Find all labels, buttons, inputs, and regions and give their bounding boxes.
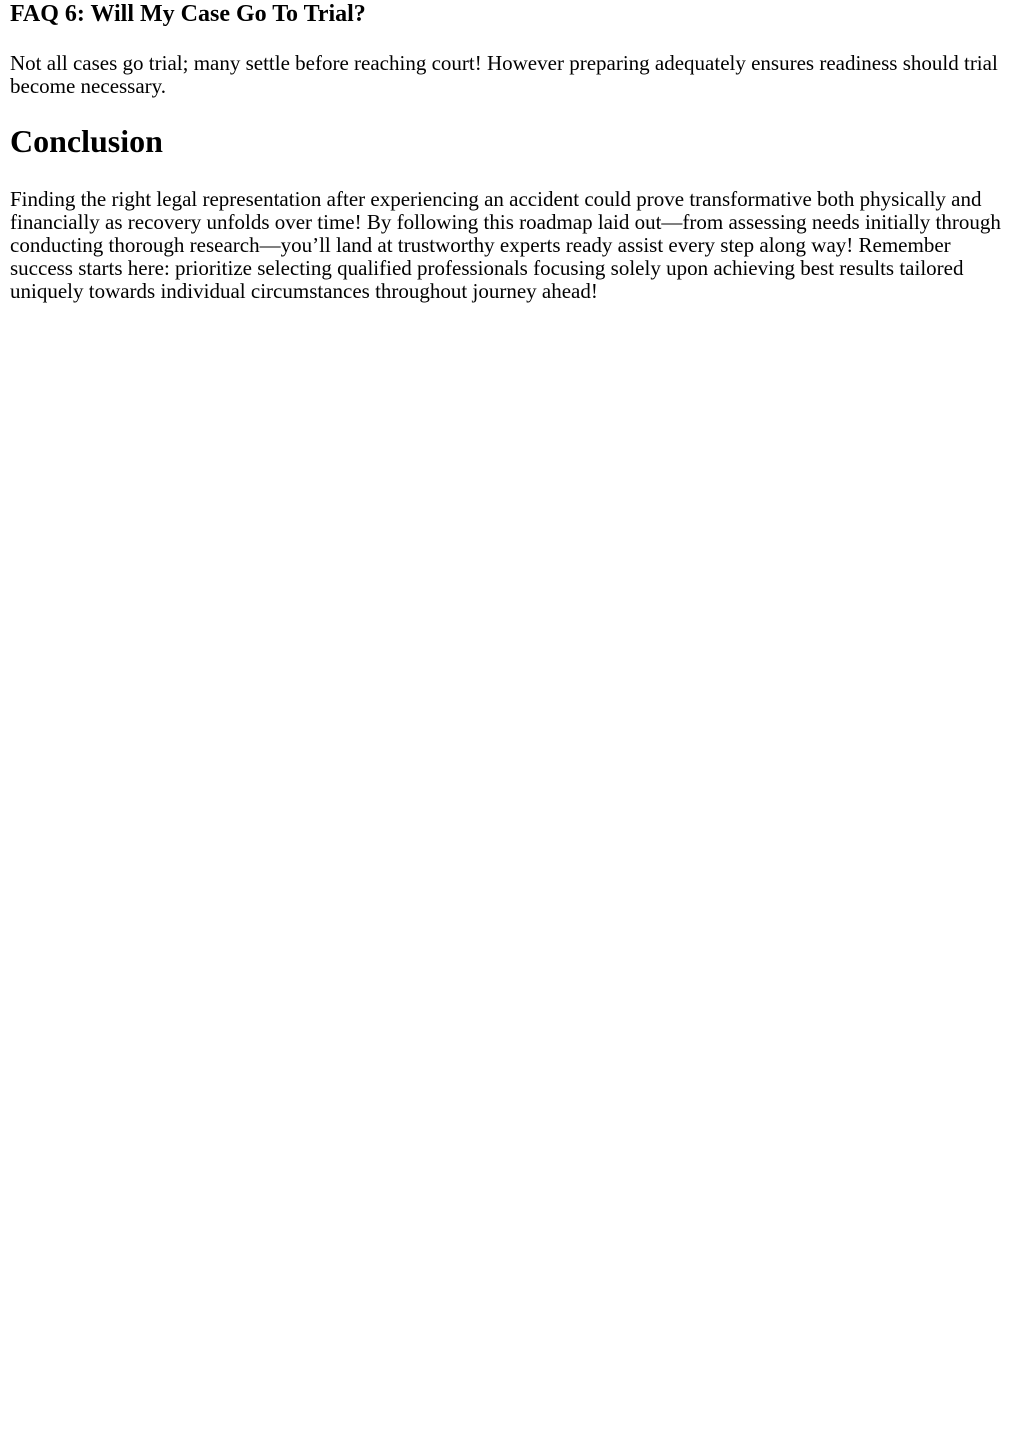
conclusion-body: Finding the right legal representation after experiencing an accident could prove transformative both physically and financially as recovery unfolds over time! By following this roadmap laid out—from assessing needs initially through conducting thorough research—you’ll land at trustworthy experts ready assist every step along way! Remember success starts here: prioritize selecting qualified professionals focusing solely upon achieving best results tailored uniquely towards individual circumstances throughout journey ahead! <box>10 187 1001 303</box>
faq-heading: FAQ 6: Will My Case Go To Trial? <box>10 1 366 27</box>
article-content <box>0 0 1024 303</box>
faq-answer: Not all cases go trial; many settle before reaching court! However preparing adequately ensures readiness should trial become necessary. <box>10 51 998 98</box>
conclusion-heading: Conclusion <box>10 123 163 159</box>
